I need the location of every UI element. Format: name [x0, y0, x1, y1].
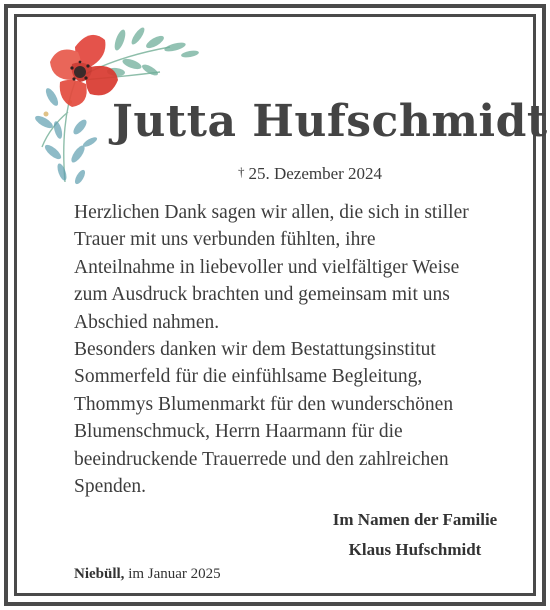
text-line: Sommerfeld für die einfühlsame Begleitung,	[74, 366, 423, 388]
text-line: Herzlichen Dank sagen wir allen, die sich in stiller	[74, 202, 469, 223]
text-line: Anteilnahme in liebevoller und vielfältiger Weise	[74, 256, 460, 278]
signature-line-1: Im Namen der Familie	[332, 510, 498, 529]
text-line: Besonders danken wir dem Bestattungsinstitut	[74, 339, 436, 361]
place: Niebüll,	[74, 566, 125, 582]
text-line: zum Ausdruck brachten und gemeinsam mit uns	[74, 284, 450, 306]
family-signature	[300, 505, 530, 565]
death-date-line	[0, 164, 550, 184]
deceased-name: Jutta Hufschmidt	[112, 96, 548, 147]
cross-icon: †	[237, 164, 245, 179]
text-line: beeindruckende Trauerrede und den zahlreichen	[74, 448, 449, 470]
text-line: Abschied nahmen.	[74, 311, 220, 333]
place-and-date	[74, 566, 221, 583]
death-date: 25. Dezember 2024	[248, 164, 383, 183]
text-line: Spenden.	[74, 476, 147, 498]
text-line: Thommys Blumenmarkt für den wunderschönen	[74, 393, 454, 415]
text-line: Blumenschmuck, Herrn Haarmann für die	[74, 421, 403, 443]
date: im Januar 2025	[128, 566, 221, 582]
signature-line-2: Klaus Hufschmidt	[348, 540, 482, 559]
thank-you-text	[74, 199, 534, 500]
text-line: Trauer mit uns verbunden fühlten, ihre	[74, 229, 376, 251]
